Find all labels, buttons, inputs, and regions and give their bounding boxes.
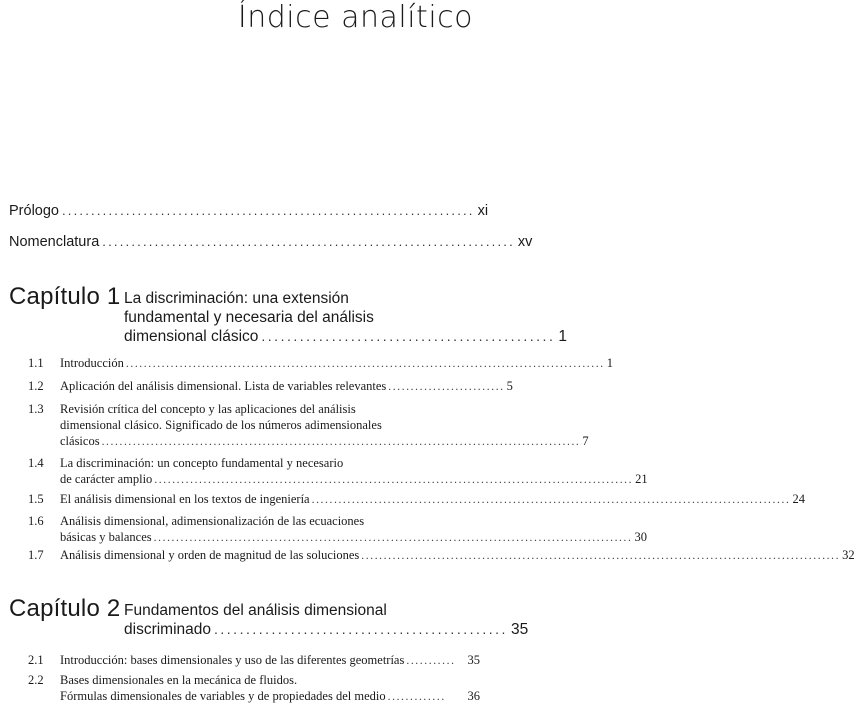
section-page: 32 xyxy=(842,548,855,562)
chapter-label: Capítulo 2 xyxy=(9,595,121,622)
section-number: 1.3 xyxy=(28,402,44,416)
section-page: 21 xyxy=(635,472,648,486)
dot-leader: .............................................. xyxy=(214,621,508,637)
chapter-title-line: discriminado xyxy=(124,621,212,638)
chapter-title-last-line xyxy=(124,327,567,346)
dot-leader: ........................................................................................................... xyxy=(101,436,581,448)
chapter-2-heading[interactable] xyxy=(9,595,529,645)
chapter-title xyxy=(124,601,529,639)
chapter-label: Capítulo 1 xyxy=(9,283,121,310)
section-title-line: básicas y balances xyxy=(60,530,152,544)
toc-section-1-2[interactable] xyxy=(28,378,513,395)
section-title-line: La discriminación: un concepto fundamental y necesario xyxy=(60,456,344,470)
toc-section-1-1[interactable] xyxy=(28,355,613,372)
section-number: 1.2 xyxy=(28,379,44,393)
section-number: 1.7 xyxy=(28,548,44,562)
section-page: 36 xyxy=(467,689,480,703)
section-title: Introducción xyxy=(60,356,124,370)
toc-section-1-5[interactable] xyxy=(28,491,805,508)
dot-leader: ........................................................................................................... xyxy=(361,550,841,562)
section-title-line: clásicos xyxy=(60,434,100,448)
section-title-line: Revisión crítica del concepto y las aplicaciones del análisis xyxy=(60,402,356,416)
toc-section-2-1[interactable] xyxy=(28,652,480,669)
dot-leader: ........................................................................................................... xyxy=(153,532,633,544)
section-title: Introducción: bases dimensionales y uso de las diferentes geometrías xyxy=(60,653,405,667)
section-title-line: Bases dimensionales en la mecánica de fluidos. xyxy=(60,673,298,687)
section-page: 24 xyxy=(792,492,805,506)
toc-section-1-3[interactable] xyxy=(28,401,589,450)
section-title: El análisis dimensional en los textos de ingeniería xyxy=(60,492,310,506)
section-page: 5 xyxy=(506,379,513,393)
section-title: Aplicación del análisis dimensional. Lista de variables relevantes xyxy=(60,379,387,393)
dot-leader: ........................................................................................................... xyxy=(125,358,605,370)
section-number: 1.5 xyxy=(28,492,44,506)
chapter-page: 1 xyxy=(558,328,567,345)
toc-entry-label: Prólogo xyxy=(9,203,59,219)
toc-entry-page: xv xyxy=(517,234,533,250)
chapter-title xyxy=(124,289,567,346)
section-title-line: Análisis dimensional, adimensionalización de las ecuaciones xyxy=(60,514,365,528)
section-title: Análisis dimensional y orden de magnitud de las soluciones xyxy=(60,548,360,562)
section-number: 2.2 xyxy=(28,673,44,687)
toc-section-2-2[interactable] xyxy=(28,672,480,705)
toc-section-1-7[interactable] xyxy=(28,547,855,564)
toc-entry-label: Nomenclatura xyxy=(9,234,100,250)
chapter-1-heading[interactable] xyxy=(9,283,567,353)
dot-leader: ....................................................................... xyxy=(102,234,515,249)
dot-leader: ........... xyxy=(406,655,456,667)
section-number: 2.1 xyxy=(28,653,44,667)
section-page: 35 xyxy=(467,653,480,667)
chapter-title-line: La discriminación: una extensión xyxy=(124,290,349,307)
chapter-title-line: fundamental y necesaria del análisis xyxy=(124,309,374,326)
chapter-title-line: Fundamentos del análisis dimensional xyxy=(124,602,387,619)
chapter-title-last-line xyxy=(124,620,529,639)
dot-leader: ........................................................................................................... xyxy=(154,474,634,486)
toc-section-1-4[interactable] xyxy=(28,455,648,488)
section-page: 30 xyxy=(634,530,647,544)
toc-entry-nomenclatura[interactable] xyxy=(9,234,533,250)
toc-entry-page: xi xyxy=(477,203,489,219)
page-title: Índice analítico xyxy=(237,0,473,35)
section-number: 1.6 xyxy=(28,514,44,528)
section-title-line: de carácter amplio xyxy=(60,472,153,486)
section-title-line: Fórmulas dimensionales de variables y de propiedades del medio xyxy=(60,689,386,703)
section-number: 1.1 xyxy=(28,356,44,370)
dot-leader: ........................................................................................................... xyxy=(311,494,791,506)
section-page: 1 xyxy=(606,356,613,370)
toc-section-1-6[interactable] xyxy=(28,513,647,546)
dot-leader: .......................... xyxy=(388,381,505,393)
dot-leader: ....................................................................... xyxy=(61,203,475,218)
section-page: 7 xyxy=(582,434,589,448)
section-title-line: dimensional clásico. Significado de los números adimensionales xyxy=(60,418,382,432)
dot-leader: ............. xyxy=(387,691,446,703)
dot-leader: .............................................. xyxy=(261,328,556,344)
toc-entry-prologo[interactable] xyxy=(9,203,489,219)
chapter-title-line: dimensional clásico xyxy=(124,328,259,345)
section-number: 1.4 xyxy=(28,456,44,470)
chapter-page: 35 xyxy=(510,621,529,638)
